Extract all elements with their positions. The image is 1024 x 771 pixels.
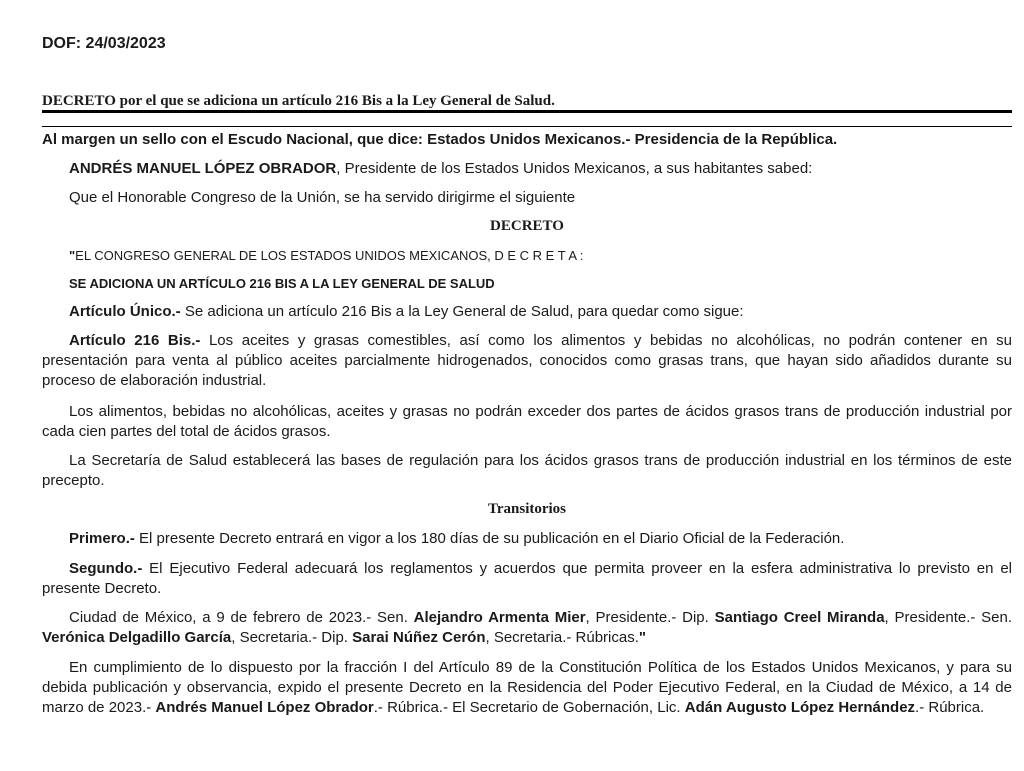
congress-decreta: "EL CONGRESO GENERAL DE LOS ESTADOS UNIDOS MEXICANOS, D E C R E T A : <box>69 248 584 263</box>
closing-paragraph: En cumplimiento de lo dispuesto por la fracción I del Artículo 89 de la Constitución Política de los Estados Unidos Mexicanos, y para su debida publicación y observancia, expido el presente Decreto en la Residencia del Poder Ejecutivo Federal, en la Ciudad de México, a 14 de marzo de 2023.- Andrés Manuel López Obrador.- Rúbrica.- El Secretario de Gobernación, Lic. Adán Augusto López Hernández.- Rúbrica. <box>42 659 1012 716</box>
signatures-paragraph: Ciudad de México, a 9 de febrero de 2023.- Sen. Alejandro Armenta Mier, Presidente.- Dip. Santiago Creel Miranda, Presidente.- Sen. Verónica Delgadillo García, Secretaria.- Dip. Sarai Núñez Cerón, Secretaria.- Rúbricas." <box>42 609 1013 646</box>
articulo-216-bis: Artículo 216 Bis.- Los aceites y grasas comestibles, así como los alimentos y bebidas no alcohólicas, no podrán contener en su presentación para venta al público aceites parcialmente hidrogenados, conocidos como grasas trans, que hayan sido añadidos durante su proceso de elaboración industrial. <box>42 332 1012 389</box>
transitorio-primero: Primero.- El presente Decreto entrará en vigor a los 180 días de su publicación en el Diario Oficial de la Federación. <box>69 530 845 547</box>
signatory-name: Santiago Creel Miranda <box>714 609 885 626</box>
articulo-unico-label: Artículo Único.- <box>69 303 181 320</box>
signatory-name: Adán Augusto López Hernández <box>684 699 916 716</box>
president-paragraph: ANDRÉS MANUEL LÓPEZ OBRADOR, Presidente de los Estados Unidos Mexicanos, a sus habitantes sabed: <box>69 160 813 177</box>
signatory-name: Verónica Delgadillo García <box>42 629 232 646</box>
paragraph-regulation: La Secretaría de Salud establecerá las bases de regulación para los ácidos grasos trans de producción industrial en los términos de este precepto. <box>42 452 1012 489</box>
decree-title: DECRETO por el que se adiciona un artículo 216 Bis a la Ley General de Salud. <box>42 93 555 109</box>
title-divider-thin <box>42 126 1012 127</box>
dof-date: DOF: 24/03/2023 <box>42 35 166 52</box>
congress-line: Que el Honorable Congreso de la Unión, se ha servido dirigirme el siguiente <box>69 189 576 206</box>
title-divider-thick <box>42 110 1012 113</box>
margin-note: Al margen un sello con el Escudo Nacional, que dice: Estados Unidos Mexicanos.- Presidencia de la República. <box>42 131 838 148</box>
president-name: ANDRÉS MANUEL LÓPEZ OBRADOR <box>69 160 337 177</box>
articulo-unico: Artículo Único.- Se adiciona un artículo 216 Bis a la Ley General de Salud, para quedar como sigue: <box>69 303 744 320</box>
decreto-heading: DECRETO <box>490 218 564 234</box>
signatory-name: Sarai Núñez Cerón <box>352 629 486 646</box>
signatory-name: Alejandro Armenta Mier <box>413 609 586 626</box>
adds-heading: SE ADICIONA UN ARTÍCULO 216 BIS A LA LEY GENERAL DE SALUD <box>69 276 495 291</box>
paragraph-trans-limit: Los alimentos, bebidas no alcohólicas, aceites y grasas no podrán exceder dos partes de ácidos grasos trans de producción industrial por cada cien partes del total de ácidos grasos. <box>42 403 1012 440</box>
transitorios-heading: Transitorios <box>487 501 567 517</box>
transitorio-segundo: Segundo.- El Ejecutivo Federal adecuará los reglamentos y acuerdos que permita proveer en la esfera administrativa lo previsto en el presente Decreto. <box>42 560 1012 597</box>
articulo-216-bis-label: Artículo 216 Bis.- <box>69 332 201 349</box>
signatory-name: Andrés Manuel López Obrador <box>155 699 374 716</box>
